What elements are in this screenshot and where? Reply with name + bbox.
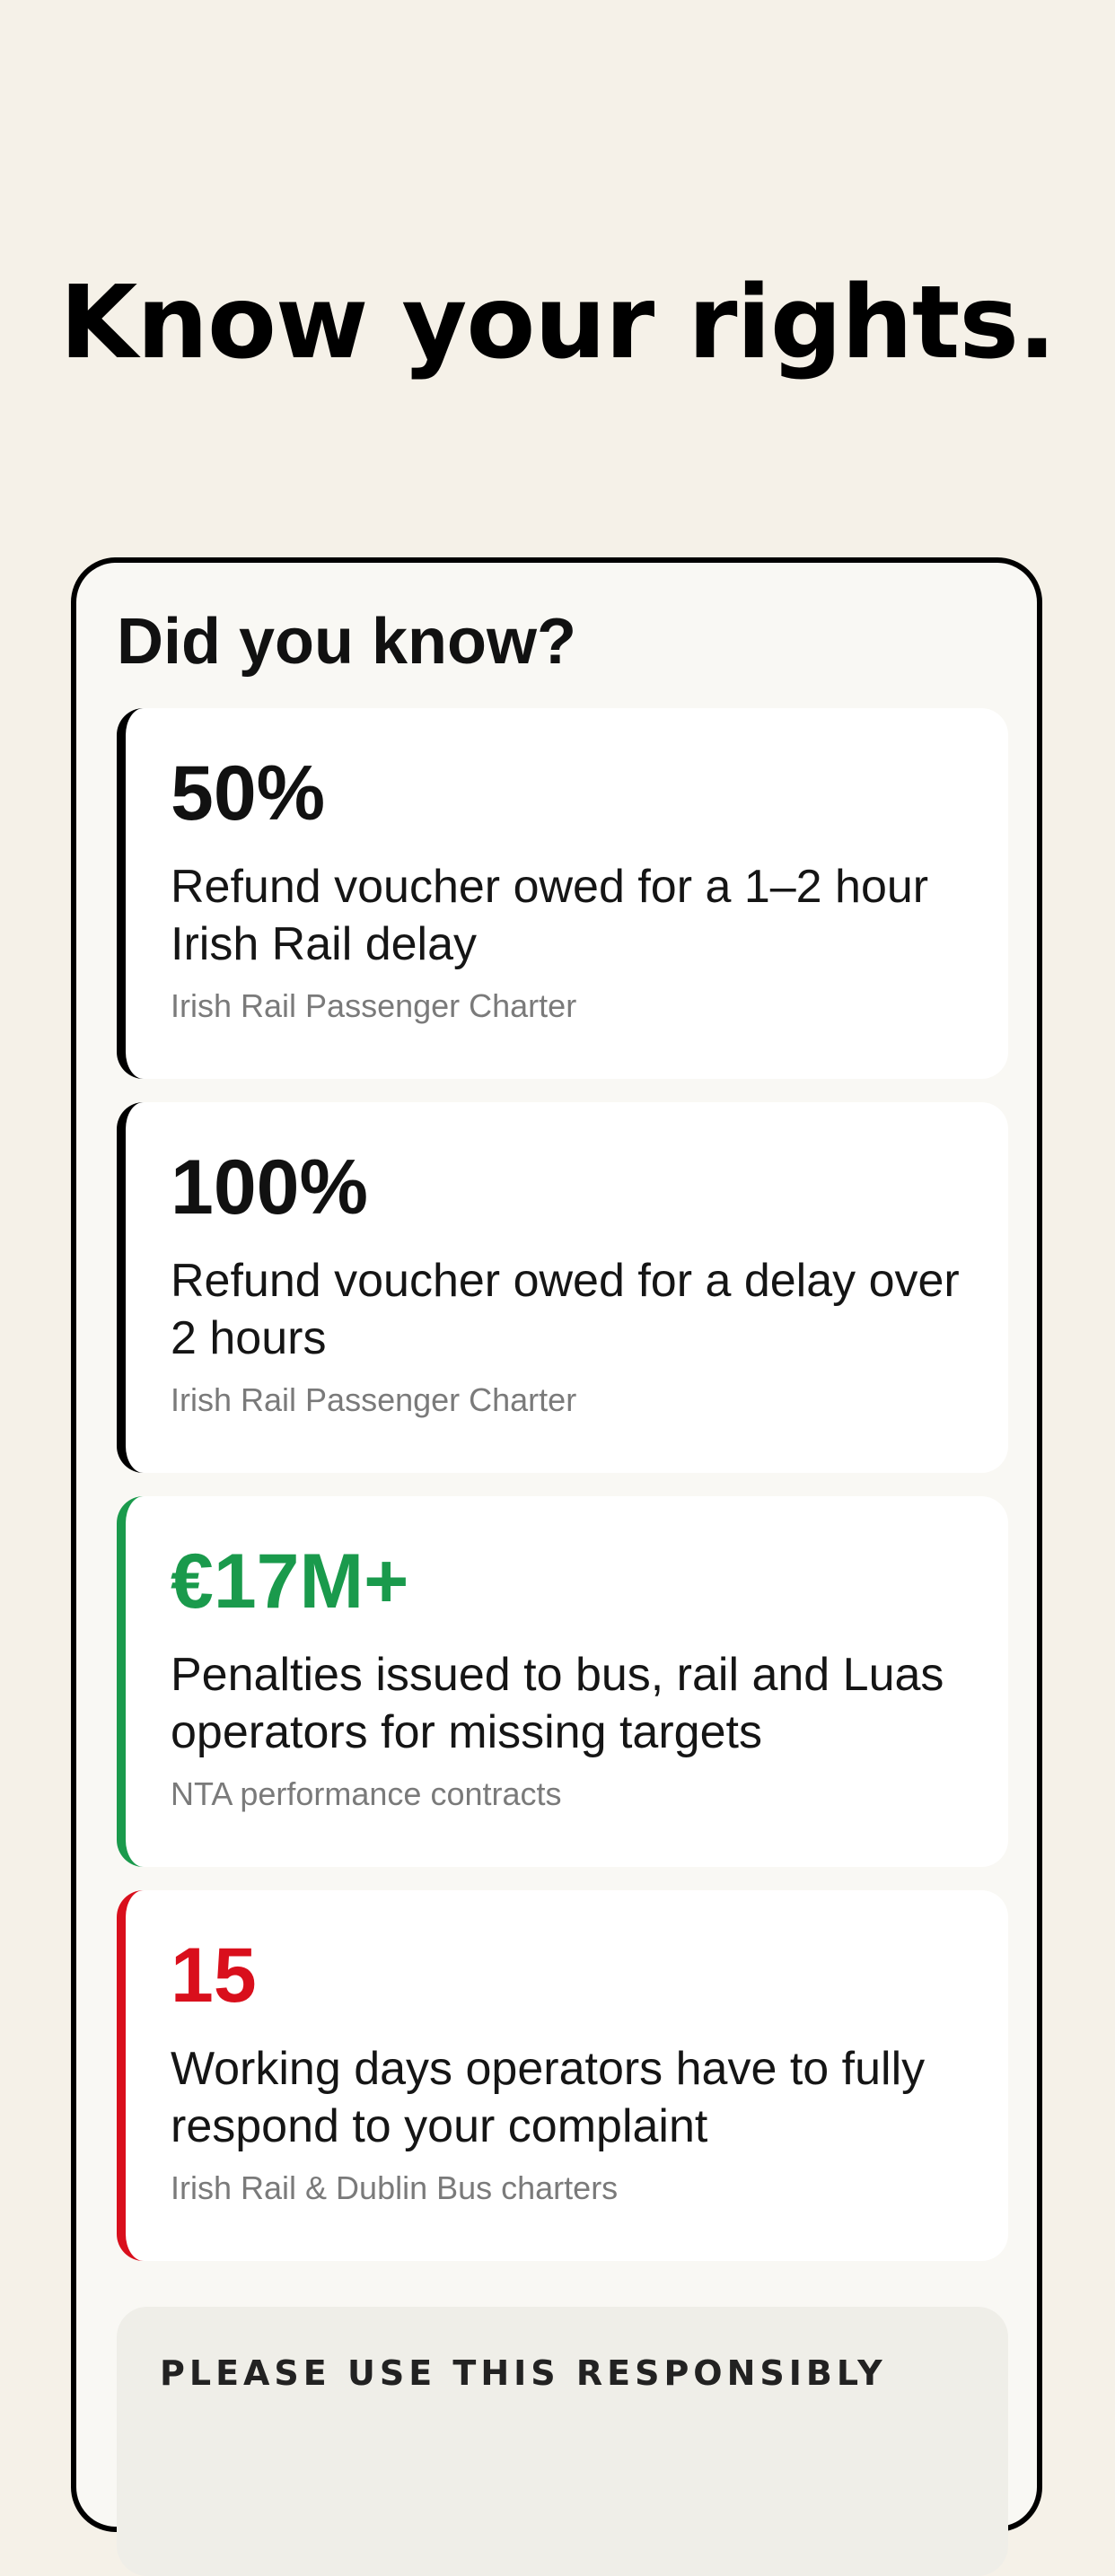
responsible-use-notice: [117, 2307, 1008, 2576]
fact-description: Refund voucher owed for a delay over 2 hours: [171, 1255, 960, 1364]
fact-source: Irish Rail Passenger Charter: [171, 987, 577, 1024]
notice-title: PLEASE USE THIS RESPONSIBLY: [160, 2353, 887, 2393]
fact-description: Refund voucher owed for a 1–2 hour Irish Rail delay: [171, 861, 929, 970]
fact-source: NTA performance contracts: [171, 1775, 562, 1812]
fact-description: Working days operators have to fully respond to your complaint: [171, 2043, 926, 2152]
fact-stat: 15: [171, 1932, 257, 2019]
fact-source: Irish Rail & Dublin Bus charters: [171, 2169, 619, 2206]
fact-source: Irish Rail Passenger Charter: [171, 1381, 577, 1418]
fact-card-penalties: [117, 1496, 1008, 1867]
fact-stat: 50%: [171, 750, 326, 837]
fact-stat: 100%: [171, 1144, 368, 1231]
did-you-know-panel: [71, 557, 1042, 2532]
page-headline: Know your rights.: [59, 265, 1056, 381]
fact-stat: €17M+: [171, 1538, 409, 1625]
fact-card-delay-50: [117, 708, 1008, 1079]
fact-card-delay-100: [117, 1102, 1008, 1473]
panel-title: Did you know?: [117, 606, 576, 678]
fact-description: Penalties issued to bus, rail and Luas operators for missing targets: [171, 1649, 944, 1758]
fact-card-complaint-days: [117, 1890, 1008, 2261]
